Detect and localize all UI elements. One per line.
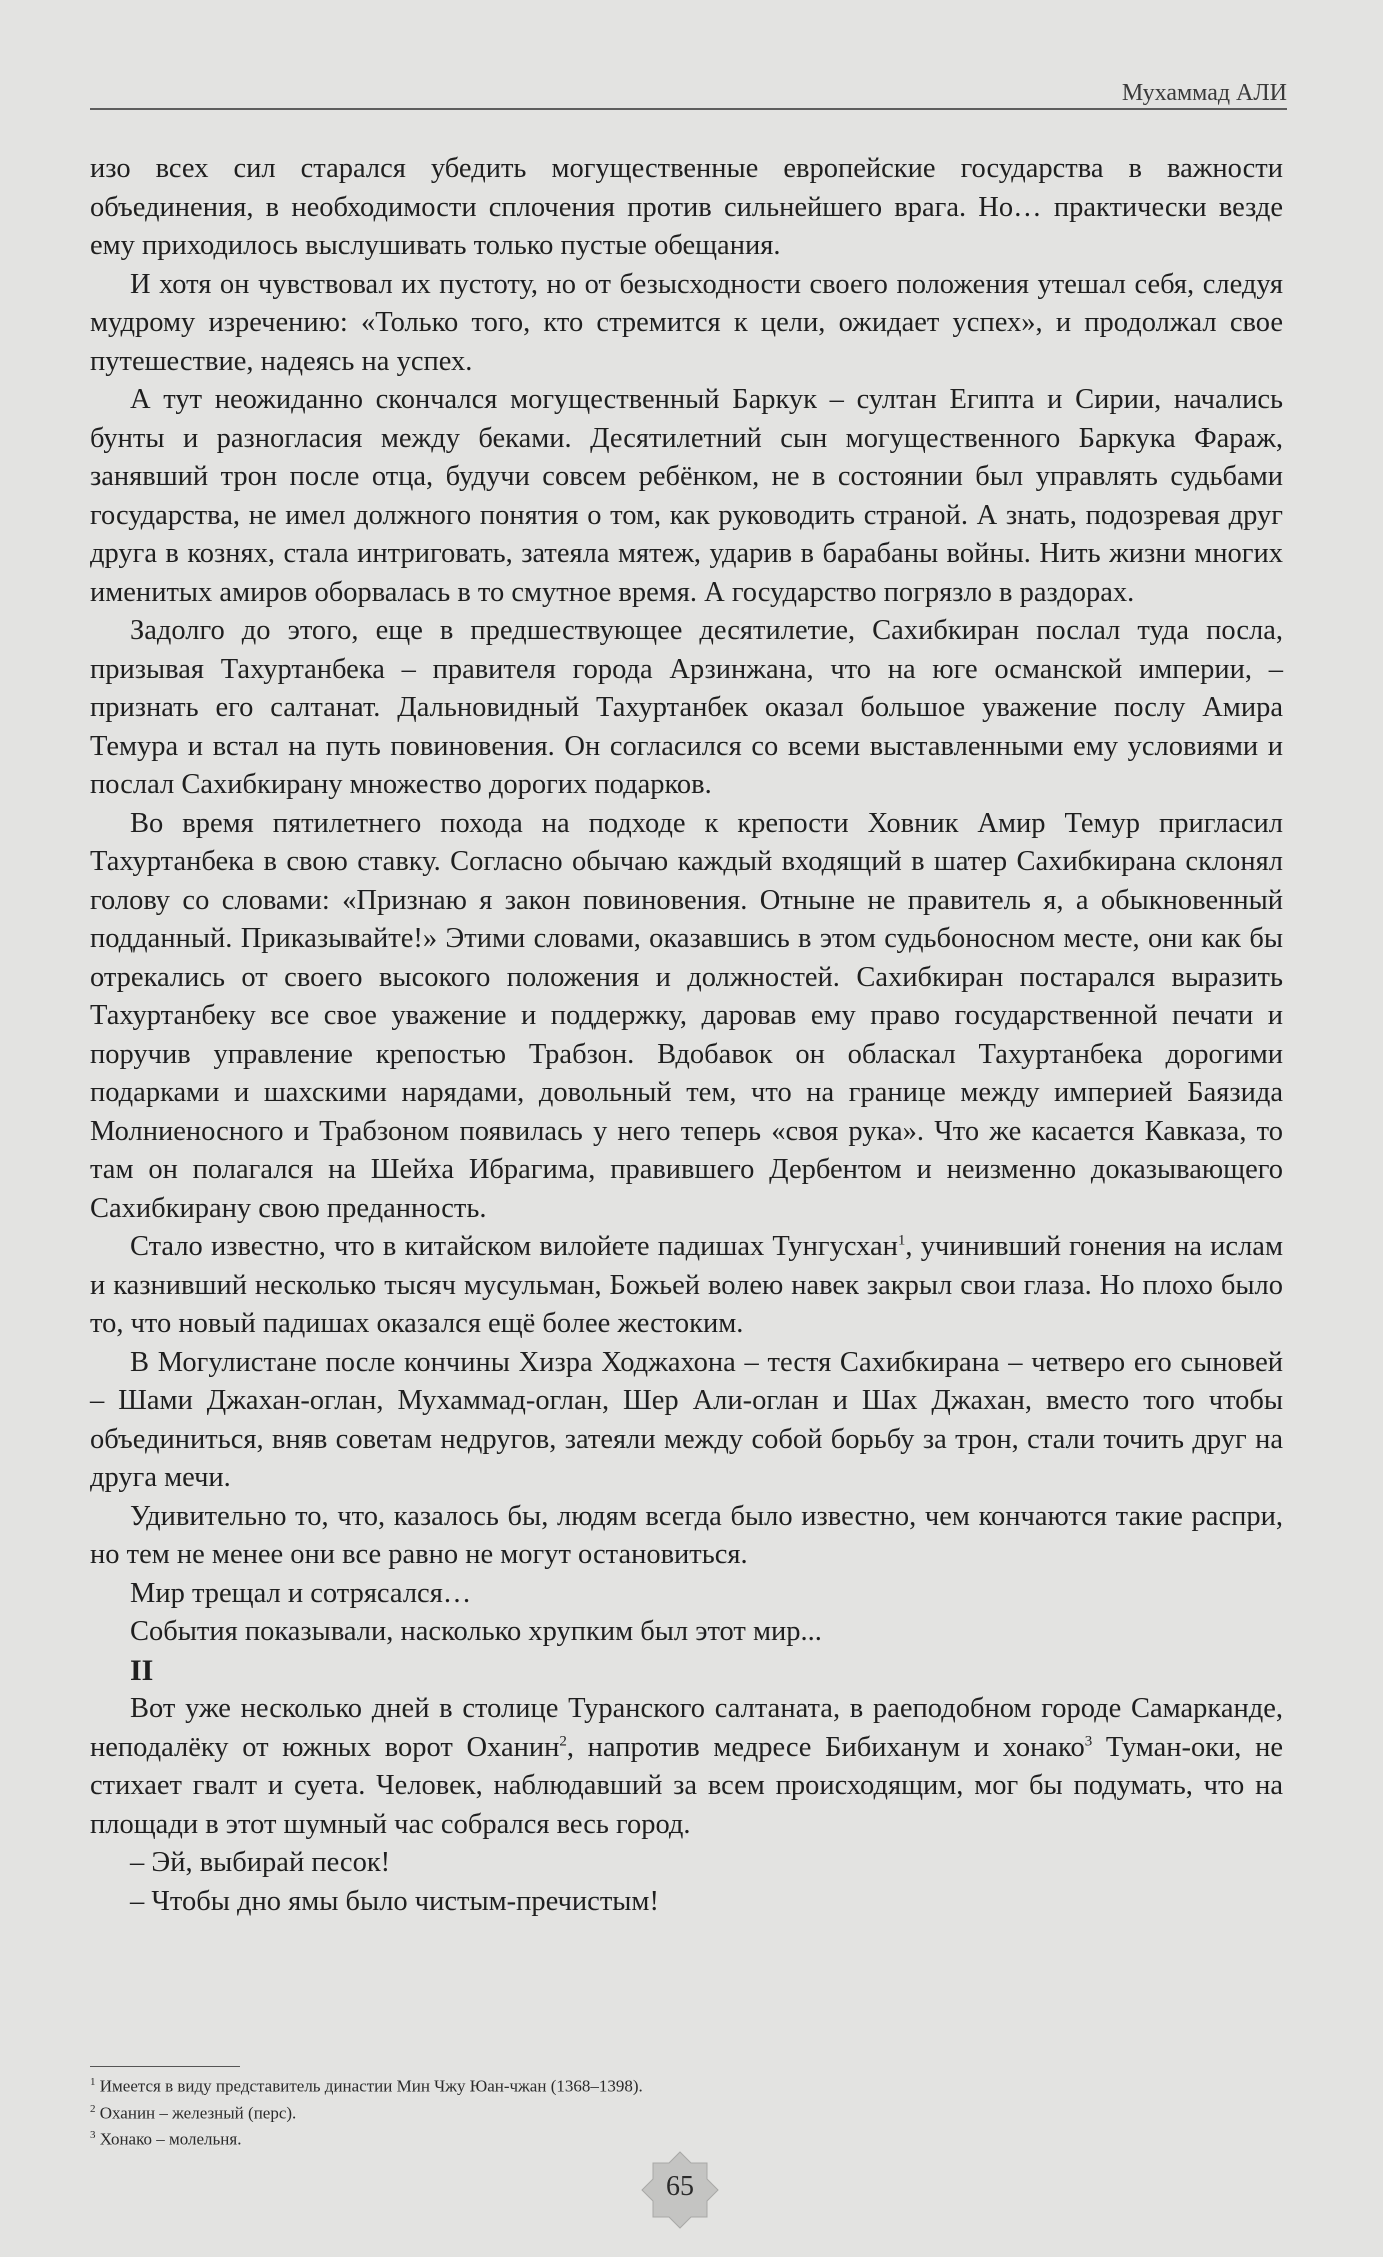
- section-number: II: [130, 1653, 154, 1687]
- paragraph: А тут неожиданно скончался могущественный Баркук – султан Египта и Сирии, начались бунты и разногласия между беками. Десятилетний сын могущественного Баркука Фараж, занявший трон после отца, будучи совсем ребёнком, не в состоянии был управлять судьбами государства, не имел должного понятия о том, как руководить страной. А знать, подозревая друг друга в кознях, стала интриговать, затеяла мятеж, ударив в барабаны войны. Нить жизни многих именитых амиров оборвалась в то смутное время. А государство погрязло в раздорах.: [90, 384, 1283, 608]
- paragraph: Удивительно то, что, казалось бы, людям всегда было известно, чем кончаются такие распри, но тем не менее они все равно не могут остановиться.: [90, 1500, 1283, 1570]
- paragraph: И хотя он чувствовал их пустоту, но от безысходности своего положения утешал себя, следуя мудрому изречению: «Только того, кто стремится к цели, ожидает успех», и продолжал свое путешествие, надеясь на успех.: [90, 268, 1283, 377]
- footnote-text: Имеется в виду представитель династии Мин Чжу Юан-чжан (1368–1398).: [95, 2076, 643, 2096]
- paragraph: События показывали, насколько хрупким был этот мир...: [130, 1616, 822, 1647]
- footnote-ref: 3: [1084, 1733, 1093, 1749]
- paragraph-with-footnotes: [90, 1690, 1283, 1844]
- paragraph-with-footnote: [90, 1228, 1283, 1344]
- footnote: [90, 2124, 643, 2151]
- running-title: Мухаммад АЛИ: [1121, 80, 1287, 106]
- footnote-text: Оханин – железный (перс).: [95, 2103, 297, 2123]
- footnote-text: Хонако – молельня.: [95, 2129, 242, 2149]
- main-text: [90, 150, 1283, 1921]
- page-number-badge: [640, 2150, 720, 2230]
- page-number: 65: [666, 2171, 694, 2202]
- footnote-divider: [90, 2066, 240, 2067]
- footnote-ref: 2: [559, 1733, 567, 1749]
- paragraph: изо всех сил старался убедить могущественные европейские государства в важности объединения, в необходимости сплочения против сильнейшего врага. Но… практически везде ему приходилось выслушивать только пустые обещания.: [90, 153, 1283, 261]
- paragraph: Задолго до этого, еще в предшествующее десятилетие, Сахибкиран послал туда посла, призывая Тахуртанбека – правителя города Арзинжана, что на юге османской империи, – признать его салтанат. Дальновидный Тахуртанбек оказал большое уважение послу Амира Темура и встал на путь повиновения. Он согласился со всеми выставленными ему условиями и послал Сахибкирану множество дорогих подарков.: [90, 615, 1283, 800]
- paragraph: Мир трещал и сотрясался…: [130, 1577, 472, 1609]
- paragraph-text: Вот уже несколько дней в столице Туранского салтаната, в раеподобном городе Самарканде, неподалёку от южных ворот Оханин: [90, 1693, 1283, 1763]
- paragraph: В Могулистане после кончины Хизра Ходжахона – тестя Сахибкирана – четверо его сыновей – Шами Джахан-оглан, Мухаммад-оглан, Шер Али-оглан и Шах Джахан, вместо того чтобы объединиться, вняв советам недругов, затеяли между собой борьбу за трон, стали точить друг на друга мечи.: [90, 1346, 1283, 1493]
- paragraph: Во время пятилетнего похода на подходе к крепости Ховник Амир Темур пригласил Тахуртанбека в свою ставку. Согласно обычаю каждый входящий в шатер Сахибкирана склонял голову со словами: «Признаю я закон повиновения. Отныне не правитель я, а обыкновенный подданный. Приказывайте!» Этими словами, оказавшись в этом судьбоносном месте, они как бы отрекались от своего высокого положения и должностей. Сахибкиран постарался выразить Тахуртанбеку все свое уважение и поддержку, даровав ему право государственной печати и поручив управление крепостью Трабзон. Вдобавок он обласкал Тахуртанбека дорогими подарками и шахскими нарядами, довольный тем, что на границе между империей Баязида Молниеносного и Трабзоном появилась у него теперь «своя рука». Что же касается Кавказа, то там он полагался на Шейха Ибрагима, правившего Дербентом и неизменно доказывающего Сахибкирану свою преданность.: [90, 807, 1283, 1224]
- footnote: [90, 2098, 643, 2125]
- running-header: [90, 80, 1287, 110]
- footnote-number: 3: [90, 2129, 96, 2142]
- paragraph-text: , напротив медресе Бибиханум и хонако: [566, 1731, 1085, 1763]
- paragraph-text: Стало известно, что в китайском вилойете падишах Тунгусхан: [130, 1231, 898, 1262]
- paragraph-text: Туман-оки, не стихает гвалт и суета. Человек, наблюдавший за всем происходящим, мог бы подумать, что на площади в этот шумный час собрался весь город.: [90, 1731, 1283, 1840]
- paragraph-text: , учинивший гонения на ислам и казнивший несколько тысяч мусульман, Божьей волею навек закрыл свои глаза. Но плохо было то, что новый падишах оказался ещё более жестоким.: [90, 1231, 1283, 1339]
- dialogue-line: – Эй, выбирай песок!: [130, 1847, 391, 1878]
- footnotes: [90, 2071, 643, 2151]
- footnote-number: 2: [90, 2102, 96, 2115]
- footnote-ref: 1: [897, 1232, 906, 1249]
- dialogue-line: – Чтобы дно ямы было чистым-пречистым!: [130, 1885, 659, 1917]
- footnote-number: 1: [90, 2076, 96, 2088]
- footnote: [90, 2071, 643, 2098]
